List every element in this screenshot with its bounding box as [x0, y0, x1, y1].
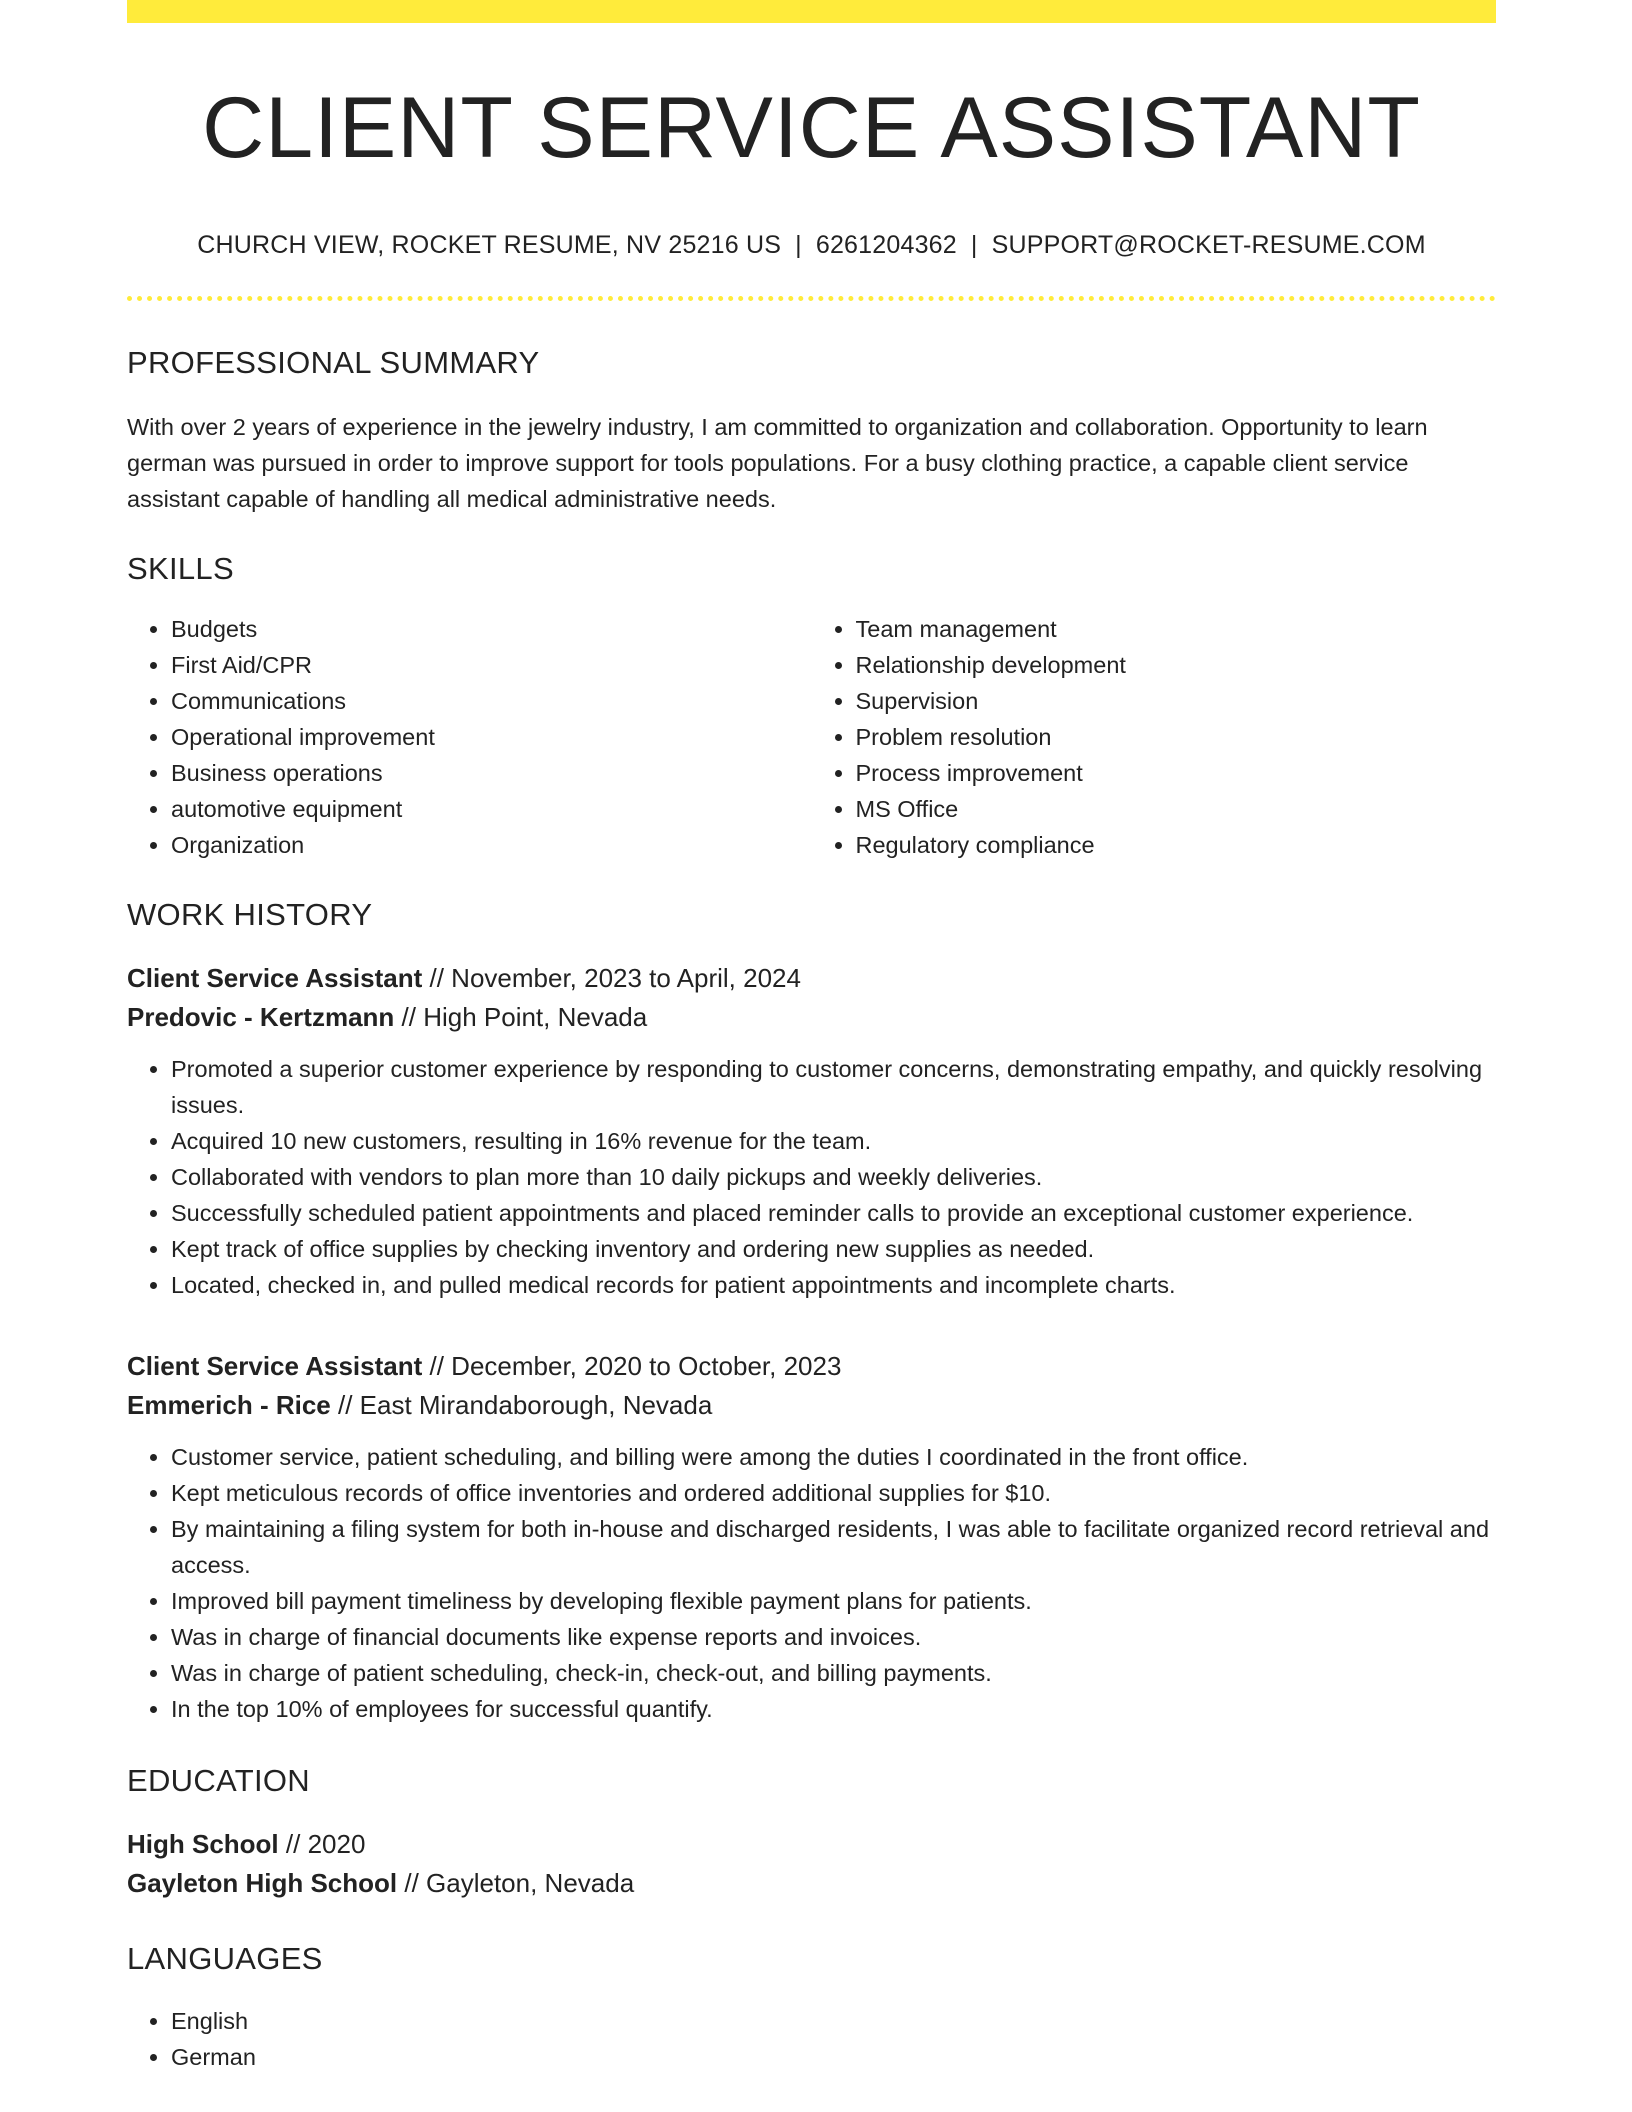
skills-list-right: [812, 611, 1497, 863]
skill-item: • MS Office: [856, 791, 1497, 827]
job-location: // East Mirandaborough, Nevada: [330, 1390, 713, 1421]
accent-bar: [127, 0, 1496, 23]
resume-page: [127, 0, 1496, 2075]
contact-line: [127, 231, 1496, 260]
job-company-line: [127, 1386, 1496, 1425]
job-company: Predovic - Kertzmann: [127, 1002, 395, 1033]
summary-heading: PROFESSIONAL SUMMARY: [127, 345, 540, 381]
skill-item: • Operational improvement: [171, 719, 812, 755]
job-bullet: • Located, checked in, and pulled medical records for patient appointments and incomplete charts.: [171, 1267, 1496, 1303]
job-dates: // December, 2020 to October, 2023: [422, 1351, 842, 1382]
job-entry: [127, 1347, 1496, 1727]
job-bullet-list: [127, 1051, 1496, 1303]
resume-name: CLIENT SERVICE ASSISTANT: [202, 80, 1421, 176]
job-bullet: • In the top 10% of employees for successful quantify.: [171, 1691, 1496, 1727]
job-bullet: • Kept meticulous records of office inventories and ordered additional supplies for $10.: [171, 1475, 1496, 1511]
job-bullet: • By maintaining a filing system for both in-house and discharged residents, I was able to facilitate organized record retrieval and access.: [171, 1511, 1496, 1583]
job-bullet: • Collaborated with vendors to plan more than 10 daily pickups and weekly deliveries.: [171, 1159, 1496, 1195]
skill-item: • Process improvement: [856, 755, 1497, 791]
skill-item: • Relationship development: [856, 647, 1497, 683]
job-title-line: [127, 1347, 1496, 1386]
languages-list: [127, 2003, 1496, 2075]
education-school: Gayleton High School: [127, 1868, 398, 1899]
job-bullet: • Successfully scheduled patient appointments and placed reminder calls to provide an exceptional customer experience.: [171, 1195, 1496, 1231]
job-bullet: • Was in charge of financial documents like expense reports and invoices.: [171, 1619, 1496, 1655]
job-company: Emmerich - Rice: [127, 1390, 331, 1421]
job-role: Client Service Assistant: [127, 1351, 423, 1382]
job-title-line: [127, 959, 1496, 998]
skills-heading: SKILLS: [127, 551, 234, 587]
education-entry: [127, 1825, 1496, 1903]
language-item: • English: [171, 2003, 1496, 2039]
skill-item: • Business operations: [171, 755, 812, 791]
education-location: // Gayleton, Nevada: [397, 1868, 635, 1899]
education-degree: High School: [127, 1829, 279, 1860]
contact-address: CHURCH VIEW, ROCKET RESUME, NV 25216 US: [197, 231, 782, 260]
skill-item: • Supervision: [856, 683, 1497, 719]
job-location: // High Point, Nevada: [394, 1002, 648, 1033]
job-entry: [127, 959, 1496, 1303]
job-bullet: • Promoted a superior customer experience by responding to customer concerns, demonstrating empathy, and quickly resolving issues.: [171, 1051, 1496, 1123]
skill-item: • Regulatory compliance: [856, 827, 1497, 863]
job-bullet: • Was in charge of patient scheduling, check-in, check-out, and billing payments.: [171, 1655, 1496, 1691]
contact-phone: 6261204362: [815, 231, 957, 260]
job-dates: // November, 2023 to April, 2024: [422, 963, 801, 994]
summary-text: With over 2 years of experience in the jewelry industry, I am committed to organization and collaboration. Opportunity to learn german was pursued in order to improve support for tools populations. For a busy clothing practice, a capable client service assistant capable of handling all medical administrative needs.: [127, 414, 1428, 513]
contact-separator: |: [795, 231, 802, 260]
skill-item: • Team management: [856, 611, 1497, 647]
job-bullet: • Acquired 10 new customers, resulting in 16% revenue for the team.: [171, 1123, 1496, 1159]
education-degree-line: [127, 1825, 1496, 1864]
education-school-line: [127, 1864, 1496, 1903]
skills-grid: [127, 611, 1496, 863]
job-company-line: [127, 998, 1496, 1037]
skill-item: • Budgets: [171, 611, 812, 647]
skills-column-left: [127, 611, 812, 863]
job-bullet: • Improved bill payment timeliness by developing flexible payment plans for patients.: [171, 1583, 1496, 1619]
languages-heading: LANGUAGES: [127, 1941, 323, 1977]
skill-item: • Problem resolution: [856, 719, 1497, 755]
job-bullet: • Customer service, patient scheduling, and billing were among the duties I coordinated in the front office.: [171, 1439, 1496, 1475]
skill-item: • Communications: [171, 683, 812, 719]
contact-email: SUPPORT@ROCKET-RESUME.COM: [991, 231, 1426, 260]
contact-separator: |: [970, 231, 978, 260]
skills-list-left: [127, 611, 812, 863]
job-role: Client Service Assistant: [127, 963, 423, 994]
dotted-divider: [127, 296, 1496, 301]
education-heading: EDUCATION: [127, 1763, 310, 1799]
education-year: // 2020: [278, 1829, 366, 1860]
skill-item: • Organization: [171, 827, 812, 863]
skills-column-right: [812, 611, 1497, 863]
language-item: • German: [171, 2039, 1496, 2075]
skill-item: • First Aid/CPR: [171, 647, 812, 683]
job-bullet-list: [127, 1439, 1496, 1727]
work-history-heading: WORK HISTORY: [127, 897, 373, 933]
job-bullet: • Kept track of office supplies by checking inventory and ordering new supplies as needed.: [171, 1231, 1496, 1267]
skill-item: • automotive equipment: [171, 791, 812, 827]
